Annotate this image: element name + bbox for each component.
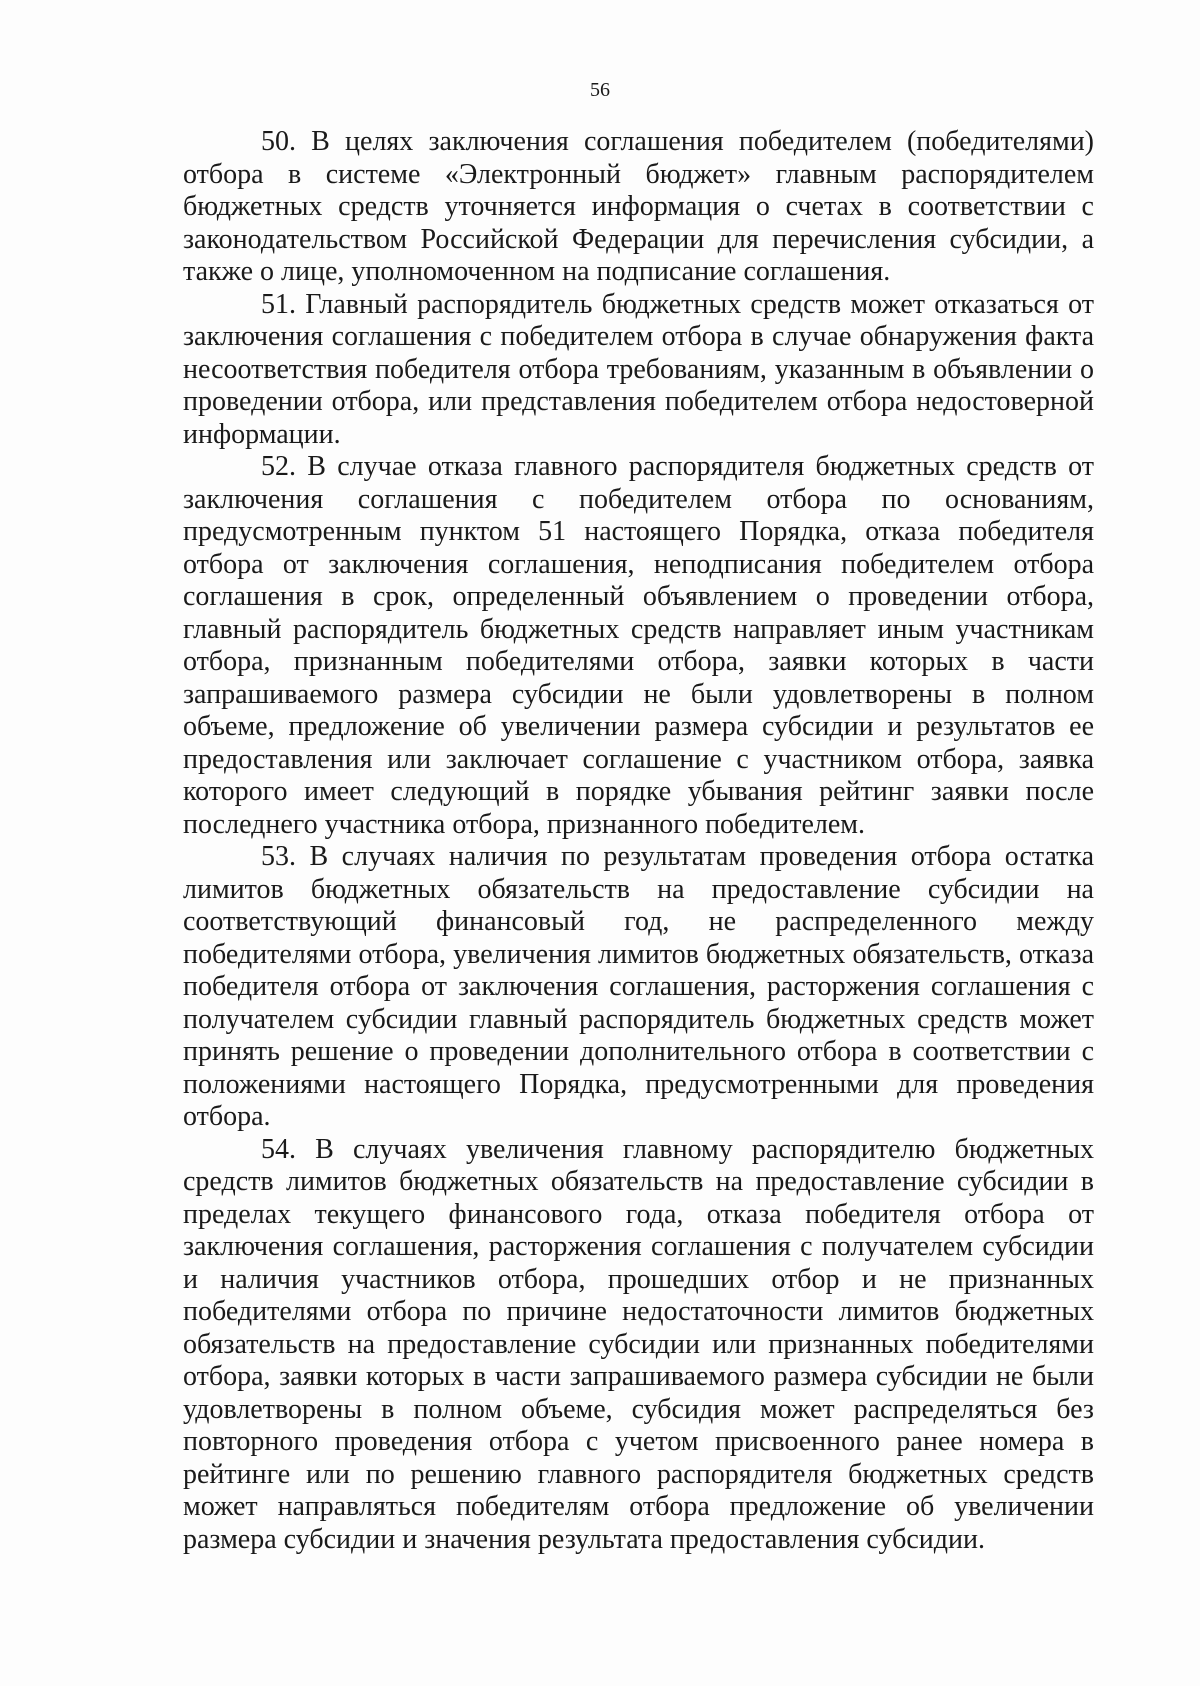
document-body bbox=[183, 126, 1094, 1556]
paragraph-50: 50. В целях заключения соглашения победителем (победителями) отбора в системе «Электронный бюджет» главным распорядителем бюджетных средств уточняется информация о счетах в соответствии с законодательством Российской Федерации для перечисления субсидии, а также о лице, уполномоченном на подписание соглашения. bbox=[183, 126, 1094, 287]
paragraph-54: 54. В случаях увеличения главному распорядителю бюджетных средств лимитов бюджетных обязательств на предоставление субсидии в пределах текущего финансового года, отказа победителя отбора от заключения соглашения, расторжения соглашения с получателем субсидии и наличия участников отбора, прошедших отбор и не признанных победителями отбора по причине недостаточности лимитов бюджетных обязательств на предоставление субсидии или признанных победителями отбора, заявки которых в части запрашиваемого размера субсидии не были удовлетворены в полном объеме, субсидия может распределяться без повторного проведения отбора с учетом присвоенного ранее номера в рейтинге или по решению главного распорядителя бюджетных средств может направляться победителям отбора предложение об увеличении размера субсидии и значения результата предоставления субсидии. bbox=[183, 1133, 1094, 1555]
page-number: 56 bbox=[590, 79, 610, 101]
paragraph-53: 53. В случаях наличия по результатам проведения отбора остатка лимитов бюджетных обязательств на предоставление субсидии на соответствующий финансовый год, не распределенного между победителями отбора, увеличения лимитов бюджетных обязательств, отказа победителя отбора от заключения соглашения, расторжения соглашения с получателем субсидии главный распорядитель бюджетных средств может принять решение о проведении дополнительного отбора в соответствии с положениями настоящего Порядка, предусмотренными для проведения отбора. bbox=[183, 841, 1094, 1132]
paragraph-51: 51. Главный распорядитель бюджетных средств может отказаться от заключения соглашения с победителем отбора в случае обнаружения факта несоответствия победителя отбора требованиям, указанным в объявлении о проведении отбора, или представления победителем отбора недостоверной информации. bbox=[183, 288, 1094, 450]
paragraph-52: 52. В случае отказа главного распорядителя бюджетных средств от заключения соглашения с победителем отбора по основаниям, предусмотренным пунктом 51 настоящего Порядка, отказа победителя отбора от заключения соглашения, неподписания победителем отбора соглашения в срок, определенный объявлением о проведении отбора, главный распорядитель бюджетных средств направляет иным участникам отбора, признанным победителями отбора, заявки которых в части запрашиваемого размера субсидии не были удовлетворены в полном объеме, предложение об увеличении размера субсидии и результатов ее предоставления или заключает соглашение с участником отбора, заявка которого имеет следующий в порядке убывания рейтинг заявки после последнего участника отбора, признанного победителем. bbox=[183, 451, 1094, 840]
